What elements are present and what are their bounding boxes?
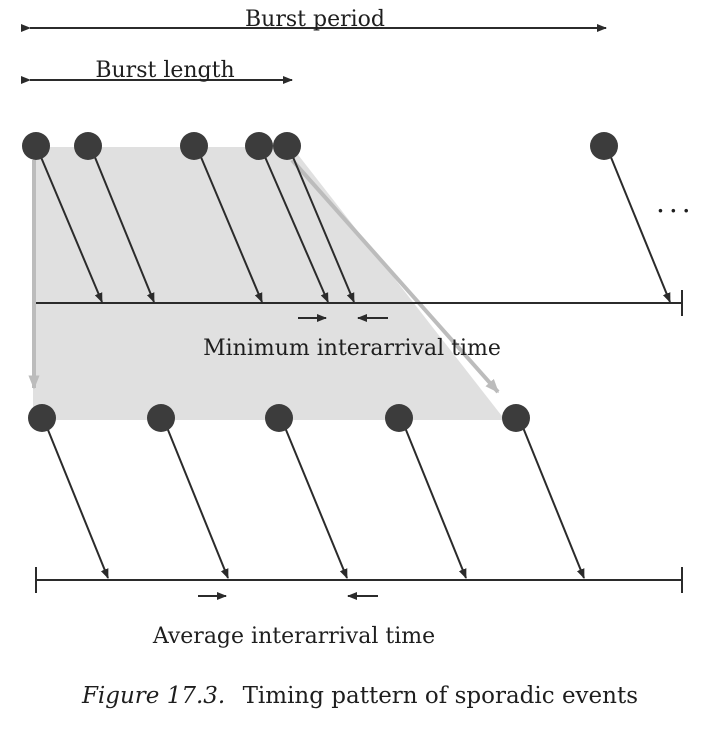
average-event (265, 404, 293, 432)
burst-event (273, 132, 301, 160)
burst-event (245, 132, 273, 160)
min-interarrival-label: Minimum interarrival time (203, 336, 501, 361)
average-event-arrow (404, 425, 466, 578)
figure-number: Figure 17.3. (81, 683, 226, 709)
continuation-ellipsis: ... (656, 186, 695, 219)
figure-title: Timing pattern of sporadic events (242, 683, 639, 709)
average-event-arrow (46, 425, 108, 578)
burst-length-label: Burst length (95, 58, 235, 83)
burst-event-arrow (608, 150, 670, 302)
burst-event (74, 132, 102, 160)
figure-caption (81, 683, 638, 709)
average-event (385, 404, 413, 432)
average-event-arrow (166, 425, 228, 578)
burst-mapping-shade (33, 147, 505, 420)
burst-event (22, 132, 50, 160)
burst-event (180, 132, 208, 160)
average-event (147, 404, 175, 432)
average-event (502, 404, 530, 432)
burst-period-label: Burst period (245, 7, 385, 32)
avg-interarrival-label: Average interarrival time (152, 624, 436, 649)
average-event-arrow (522, 425, 584, 578)
average-event (28, 404, 56, 432)
next-burst-event (590, 132, 618, 160)
average-event-arrow (284, 425, 347, 578)
